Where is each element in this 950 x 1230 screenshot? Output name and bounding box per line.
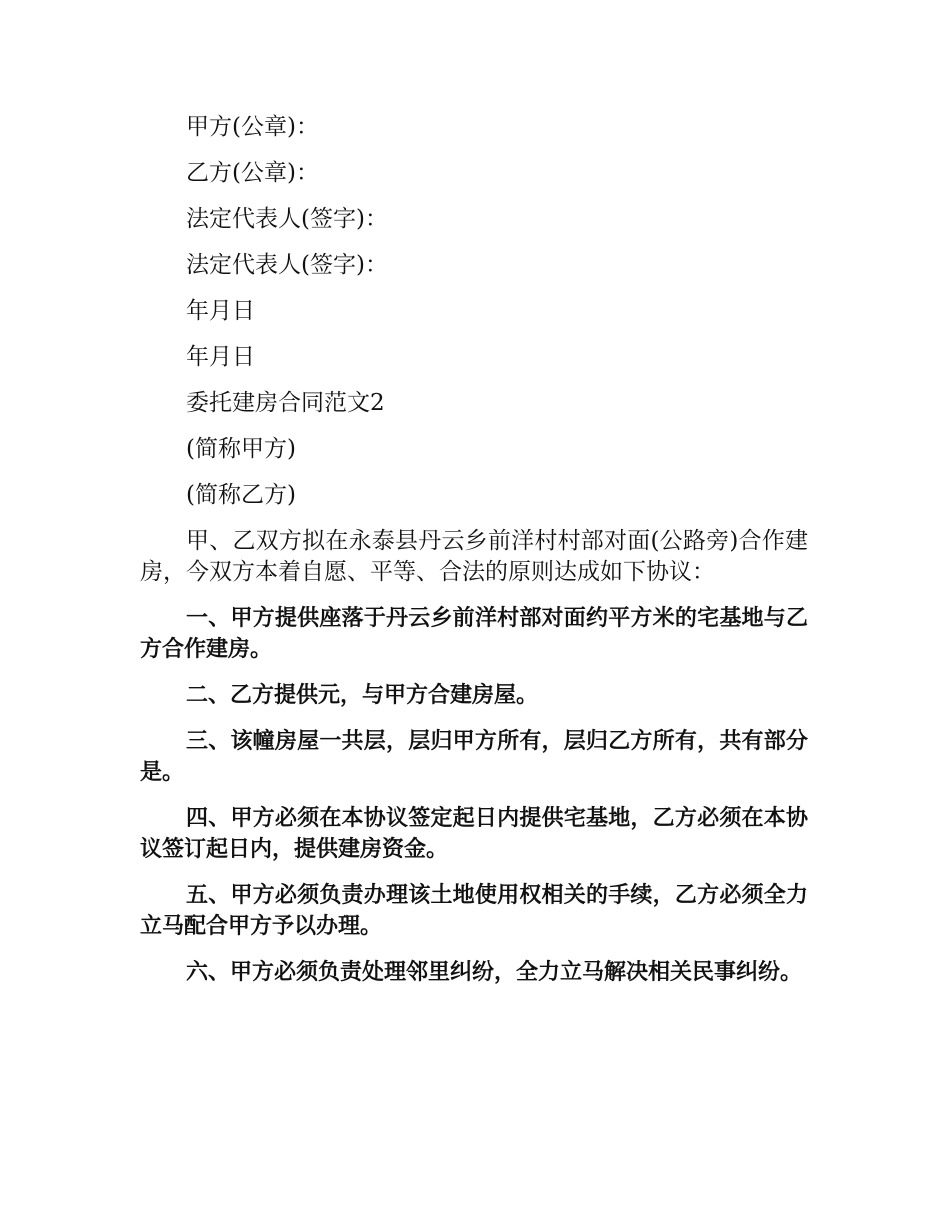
contract-title: 委托建房合同范文2 xyxy=(186,390,385,416)
date-b-line: 年月日 xyxy=(186,344,255,370)
legal-rep-a-signature-line: 法定代表人(签字)： xyxy=(186,206,388,232)
clause-4: 四、甲方必须在本协议签定起日内提供宅基地，乙方必须在本协议签订起日内，提供建房资金。 xyxy=(140,806,808,862)
party-b-seal-line: 乙方(公章)： xyxy=(186,160,319,186)
party-b-short-name: (简称乙方) xyxy=(186,482,296,508)
party-a-seal-line: 甲方(公章)： xyxy=(186,114,319,140)
clause-3: 三、该幢房屋一共层，层归甲方所有，层归乙方所有，共有部分是。 xyxy=(140,729,808,785)
party-a-short-name: (简称甲方) xyxy=(186,436,296,462)
date-a-line: 年月日 xyxy=(186,298,255,324)
clause-6: 六、甲方必须负责处理邻里纠纷，全力立马解决相关民事纠纷。 xyxy=(186,960,803,985)
legal-rep-b-signature-line: 法定代表人(签字)： xyxy=(186,252,388,278)
intro-paragraph: 甲、乙双方拟在永泰县丹云乡前洋村村部对面(公路旁)合作建房，今双方本着自愿、平等、合法的原则达成如下协议： xyxy=(140,528,808,585)
clause-1: 一、甲方提供座落于丹云乡前洋村部对面约平方米的宅基地与乙方合作建房。 xyxy=(140,606,808,662)
document-body xyxy=(140,112,808,1003)
clause-5: 五、甲方必须负责办理该土地使用权相关的手续，乙方必须全力立马配合甲方予以办理。 xyxy=(140,883,808,939)
clause-2: 二、乙方提供元，与甲方合建房屋。 xyxy=(186,683,539,708)
